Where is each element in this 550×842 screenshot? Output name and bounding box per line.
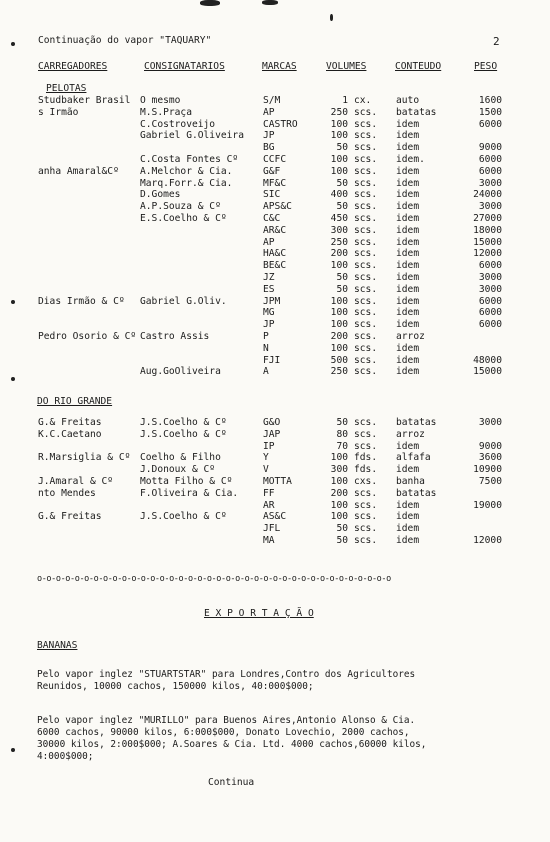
quantity-cell: 80: [336, 428, 348, 440]
quantity-cell: 200: [330, 487, 348, 499]
quantity-cell: 300: [330, 224, 348, 236]
consignee-cell: A.Melchor & Cia.: [140, 165, 233, 177]
mark-cell: C&C: [263, 213, 281, 224]
content-cell: idem: [396, 177, 420, 189]
ink-blot: [200, 0, 220, 6]
section-title-rio-grande: DO RIO GRANDE: [37, 396, 113, 407]
unit-cell: scs.: [354, 535, 378, 546]
quantity-cell: 50: [336, 142, 348, 154]
page-title: Continuação do vapor "TAQUARY": [38, 35, 212, 46]
content-cell: banha: [396, 476, 425, 487]
shipper-cell: G.& Freitas: [38, 511, 102, 523]
weight-cell: 12000: [473, 535, 502, 546]
content-cell: batatas: [396, 106, 437, 118]
weight-cell: 10900: [473, 464, 502, 476]
mark-cell: BE&C: [263, 260, 287, 272]
mark-cell: JZ: [263, 272, 275, 283]
quantity-cell: 100: [330, 476, 348, 487]
content-cell: batatas: [396, 417, 437, 428]
weight-cell: 6000: [478, 118, 502, 130]
weight-cell: 18000: [473, 224, 502, 236]
mark-cell: MOTTA: [263, 476, 292, 487]
weight-cell: 3000: [478, 177, 502, 189]
shipper-cell: s Irmão: [38, 106, 79, 118]
unit-cell: cxs.: [354, 476, 378, 487]
ink-dot: [11, 748, 15, 752]
quantity-cell: 50: [336, 177, 348, 189]
content-cell: arroz: [396, 331, 425, 342]
quantity-cell: 70: [336, 440, 348, 452]
mark-cell: A: [263, 366, 269, 378]
export-paragraph-1-line-1: Pelo vapor inglez "STUARTSTAR" para Londres,Contro dos Agricultores: [37, 669, 416, 680]
weight-cell: 3000: [478, 283, 502, 295]
mark-cell: JAP: [263, 428, 281, 440]
quantity-cell: 50: [336, 201, 348, 213]
weight-cell: 9000: [478, 142, 502, 154]
col-header-peso: PESO: [474, 61, 498, 72]
quantity-cell: 100: [330, 130, 348, 142]
mark-cell: JP: [263, 319, 275, 331]
mark-cell: G&F: [263, 165, 281, 177]
weight-cell: 6000: [478, 165, 502, 177]
quantity-cell: 100: [330, 307, 348, 319]
content-cell: idem.: [396, 154, 425, 165]
content-cell: idem: [396, 354, 420, 366]
mark-cell: IP: [263, 440, 275, 452]
mark-cell: AR: [263, 499, 275, 511]
weight-cell: 7500: [478, 476, 502, 487]
consignee-cell: F.Oliveira & Cia.: [140, 487, 239, 499]
mark-cell: S/M: [263, 95, 281, 106]
quantity-cell: 500: [330, 354, 348, 366]
unit-cell: scs.: [354, 248, 378, 260]
export-paragraph-1-line-2: Reunidos, 10000 cachos, 150000 kilos, 40:000$000;: [37, 681, 314, 692]
quantity-cell: 300: [330, 464, 348, 476]
unit-cell: fds.: [354, 452, 378, 464]
shipper-cell: G.& Freitas: [38, 417, 102, 428]
export-paragraph-2-line-1: Pelo vapor inglez "MURILLO" para Buenos Aires,Antonio Alonso & Cia.: [37, 715, 416, 726]
content-cell: arroz: [396, 428, 425, 440]
ink-mark: [330, 14, 333, 21]
unit-cell: scs.: [354, 283, 378, 295]
unit-cell: scs.: [354, 428, 378, 440]
mark-cell: AP: [263, 106, 275, 118]
weight-cell: 15000: [473, 236, 502, 248]
export-paragraph-2-line-4: 4:000$000;: [37, 751, 94, 762]
content-cell: idem: [396, 283, 420, 295]
col-header-conteudo: CONTEUDO: [395, 61, 442, 72]
content-cell: idem: [396, 366, 420, 378]
content-cell: idem: [396, 342, 420, 354]
consignee-cell: J.S.Coelho & Cº: [140, 511, 227, 523]
consignee-cell: E.S.Coelho & Cº: [140, 213, 227, 224]
weight-cell: 6000: [478, 260, 502, 272]
quantity-cell: 100: [330, 165, 348, 177]
weight-cell: 19000: [473, 499, 502, 511]
mark-cell: SIC: [263, 189, 281, 201]
quantity-cell: 250: [330, 106, 348, 118]
quantity-cell: 50: [336, 417, 348, 428]
weight-cell: 3000: [478, 417, 502, 428]
consignee-cell: Marq.Forr.& Cia.: [140, 177, 233, 189]
unit-cell: scs.: [354, 440, 378, 452]
content-cell: idem: [396, 535, 420, 546]
quantity-cell: 100: [330, 154, 348, 165]
unit-cell: scs.: [354, 106, 378, 118]
consignee-cell: O mesmo: [140, 95, 181, 106]
quantity-cell: 100: [330, 499, 348, 511]
weight-cell: 6000: [478, 319, 502, 331]
weight-cell: 48000: [473, 354, 502, 366]
mark-cell: AS&C: [263, 511, 287, 523]
quantity-cell: 50: [336, 272, 348, 283]
shipper-cell: Dias Irmão & Cº: [38, 295, 125, 307]
weight-cell: 6000: [478, 295, 502, 307]
consignee-cell: Gabriel G.Oliveira: [140, 130, 244, 142]
unit-cell: fds.: [354, 464, 378, 476]
consignee-cell: J.S.Coelho & Cº: [140, 417, 227, 428]
quantity-cell: 400: [330, 189, 348, 201]
shipper-cell: anha Amaral&Cº: [38, 165, 119, 177]
unit-cell: scs.: [354, 201, 378, 213]
mark-cell: APS&C: [263, 201, 292, 213]
mark-cell: ES: [263, 283, 275, 295]
mark-cell: FJI: [263, 354, 281, 366]
unit-cell: scs.: [354, 236, 378, 248]
quantity-cell: 50: [336, 535, 348, 546]
unit-cell: scs.: [354, 319, 378, 331]
mark-cell: BG: [263, 142, 275, 154]
consignee-cell: Castro Assis: [140, 331, 210, 342]
consignee-cell: Gabriel G.Oliv.: [140, 295, 227, 307]
content-cell: idem: [396, 440, 420, 452]
mark-cell: P: [263, 331, 269, 342]
consignee-cell: Motta Filho & Cº: [140, 476, 233, 487]
content-cell: idem: [396, 464, 420, 476]
content-cell: idem: [396, 523, 420, 535]
consignee-cell: D.Gomes: [140, 189, 181, 201]
unit-cell: scs.: [354, 272, 378, 283]
content-cell: idem: [396, 319, 420, 331]
mark-cell: AP: [263, 236, 275, 248]
content-cell: idem: [396, 248, 420, 260]
shipper-cell: R.Marsiglia & Cº: [38, 452, 131, 464]
quantity-cell: 100: [330, 319, 348, 331]
mark-cell: JP: [263, 130, 275, 142]
weight-cell: 3000: [478, 201, 502, 213]
unit-cell: scs.: [354, 224, 378, 236]
content-cell: idem: [396, 130, 420, 142]
weight-cell: 24000: [473, 189, 502, 201]
consignee-cell: C.Costa Fontes Cº: [140, 154, 239, 165]
consignee-cell: M.S.Praça: [140, 106, 192, 118]
unit-cell: scs.: [354, 417, 378, 428]
unit-cell: scs.: [354, 354, 378, 366]
quantity-cell: 200: [330, 331, 348, 342]
weight-cell: 3000: [478, 272, 502, 283]
mark-cell: CCFC: [263, 154, 287, 165]
unit-cell: scs.: [354, 499, 378, 511]
mark-cell: FF: [263, 487, 275, 499]
export-subtitle: BANANAS: [37, 640, 78, 651]
mark-cell: CASTRO: [263, 118, 298, 130]
shipper-cell: Pedro Osorio & Cº: [38, 331, 137, 342]
ink-dot: [11, 377, 15, 381]
unit-cell: scs.: [354, 511, 378, 523]
content-cell: idem: [396, 511, 420, 523]
export-title: E X P O R T A Ç Ã O: [204, 608, 314, 619]
content-cell: idem: [396, 118, 420, 130]
quantity-cell: 100: [330, 295, 348, 307]
mark-cell: MG: [263, 307, 275, 319]
weight-cell: 6000: [478, 154, 502, 165]
consignee-cell: J.S.Coelho & Cº: [140, 428, 227, 440]
quantity-cell: 100: [330, 342, 348, 354]
weight-cell: 12000: [473, 248, 502, 260]
content-cell: idem: [396, 165, 420, 177]
consignee-cell: A.P.Souza & Cº: [140, 201, 221, 213]
unit-cell: scs.: [354, 130, 378, 142]
content-cell: idem: [396, 236, 420, 248]
weight-cell: 1500: [478, 106, 502, 118]
unit-cell: scs.: [354, 154, 378, 165]
shipper-cell: nto Mendes: [38, 487, 96, 499]
content-cell: idem: [396, 213, 420, 224]
col-header-consignatarios: CONSIGNATARIOS: [144, 61, 225, 72]
weight-cell: 27000: [473, 213, 502, 224]
quantity-cell: 250: [330, 366, 348, 378]
content-cell: idem: [396, 260, 420, 272]
col-header-marcas: MARCAS: [262, 61, 297, 72]
shipper-cell: J.Amaral & Cº: [38, 476, 114, 487]
unit-cell: scs.: [354, 165, 378, 177]
mark-cell: AR&C: [263, 224, 287, 236]
shipper-cell: K.C.Caetano: [38, 428, 102, 440]
quantity-cell: 100: [330, 452, 348, 464]
quantity-cell: 200: [330, 248, 348, 260]
unit-cell: scs.: [354, 342, 378, 354]
ink-dot: [11, 42, 15, 46]
content-cell: batatas: [396, 487, 437, 499]
quantity-cell: 100: [330, 511, 348, 523]
content-cell: idem: [396, 307, 420, 319]
weight-cell: 3600: [478, 452, 502, 464]
quantity-cell: 50: [336, 523, 348, 535]
consignee-cell: Coelho & Filho: [140, 452, 221, 464]
mark-cell: MA: [263, 535, 275, 546]
content-cell: alfafa: [396, 452, 431, 464]
unit-cell: scs.: [354, 366, 378, 378]
mark-cell: Y: [263, 452, 269, 464]
col-header-volumes: VOLUMES: [326, 61, 367, 72]
quantity-cell: 100: [330, 118, 348, 130]
weight-cell: 9000: [478, 440, 502, 452]
consignee-cell: Aug.GoOliveira: [140, 366, 221, 378]
unit-cell: scs.: [354, 487, 378, 499]
ink-blot: [262, 0, 278, 5]
section-title-pelotas: PELOTAS: [46, 83, 87, 94]
quantity-cell: 450: [330, 213, 348, 224]
unit-cell: scs.: [354, 295, 378, 307]
col-header-carregadores: CARREGADORES: [38, 61, 108, 72]
mark-cell: V: [263, 464, 269, 476]
export-paragraph-2-line-3: 30000 kilos, 2:000$000; A.Soares & Cia. Ltd. 4000 cachos,60000 kilos,: [37, 739, 427, 750]
mark-cell: N: [263, 342, 269, 354]
mark-cell: JFL: [263, 523, 281, 535]
content-cell: idem: [396, 295, 420, 307]
unit-cell: scs.: [354, 331, 378, 342]
weight-cell: 15000: [473, 366, 502, 378]
unit-cell: scs.: [354, 142, 378, 154]
mark-cell: HA&C: [263, 248, 287, 260]
unit-cell: scs.: [354, 213, 378, 224]
content-cell: idem: [396, 272, 420, 283]
unit-cell: scs.: [354, 260, 378, 272]
mark-cell: JPM: [263, 295, 281, 307]
weight-cell: 1600: [478, 95, 502, 106]
content-cell: idem: [396, 201, 420, 213]
page-number: 2: [493, 35, 500, 48]
unit-cell: scs.: [354, 523, 378, 535]
weight-cell: 6000: [478, 307, 502, 319]
content-cell: idem: [396, 142, 420, 154]
content-cell: idem: [396, 189, 420, 201]
quantity-cell: 50: [336, 283, 348, 295]
separator-line: o-o-o-o-o-o-o-o-o-o-o-o-o-o-o-o-o-o-o-o-o-o-o-o-o-o-o-o-o-o-o-o-o-o-o-o-o-o: [37, 574, 391, 584]
unit-cell: scs.: [354, 118, 378, 130]
continues-label: Continua: [208, 777, 255, 788]
quantity-cell: 1: [342, 95, 348, 106]
content-cell: idem: [396, 499, 420, 511]
shipper-cell: Studbaker Brasil: [38, 95, 131, 106]
unit-cell: scs.: [354, 307, 378, 319]
mark-cell: MF&C: [263, 177, 287, 189]
content-cell: auto: [396, 95, 420, 106]
unit-cell: scs.: [354, 177, 378, 189]
quantity-cell: 250: [330, 236, 348, 248]
unit-cell: cx.: [354, 95, 372, 106]
mark-cell: G&O: [263, 417, 281, 428]
quantity-cell: 100: [330, 260, 348, 272]
ink-dot: [11, 300, 15, 304]
consignee-cell: C.Costroveijo: [140, 118, 216, 130]
consignee-cell: J.Donoux & Cº: [140, 464, 216, 476]
content-cell: idem: [396, 224, 420, 236]
export-paragraph-2-line-2: 6000 cachos, 90000 kilos, 6:000$000, Donato Lovechio, 2000 cachos,: [37, 727, 410, 738]
unit-cell: scs.: [354, 189, 378, 201]
